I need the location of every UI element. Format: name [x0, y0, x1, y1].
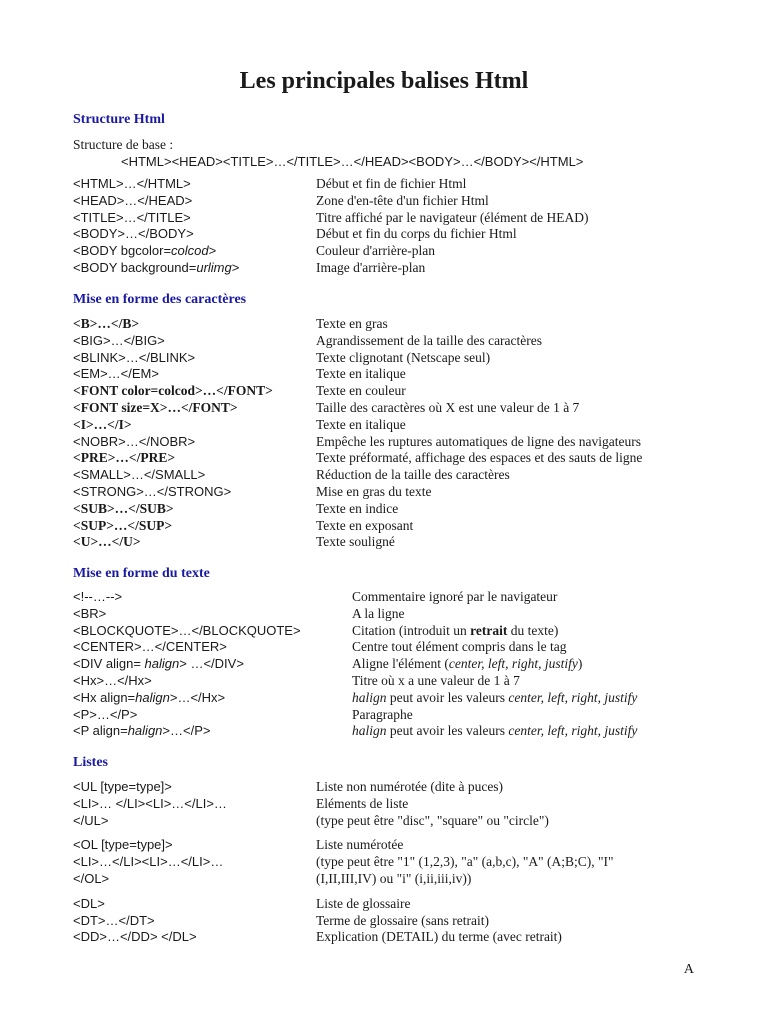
tag-italic: halign [127, 723, 163, 739]
desc-italic: center, left, right, justify [448, 656, 578, 672]
desc-part: Aligne l'élément ( [352, 656, 449, 672]
desc-part: du texte) [507, 622, 559, 638]
desc-cell: Liste numérotée [316, 837, 404, 853]
tag-cell: <CENTER>…</CENTER> [73, 639, 227, 655]
tag-italic: urlimg [196, 259, 232, 275]
tag-cell: <FONT color=colcod>…</FONT> [73, 383, 273, 399]
desc-cell: Centre tout élément compris dans le tag [352, 639, 567, 655]
desc-cell: Texte en couleur [316, 383, 406, 399]
tag-cell: </OL> [73, 870, 110, 886]
tag-cell: <BLINK>…</BLINK> [73, 349, 196, 365]
tag-part: >…</Hx> [169, 689, 226, 705]
desc-cell: Réduction de la taille des caractères [316, 467, 510, 483]
desc-cell [352, 723, 637, 740]
tag-cell: <SUP>…</SUP> [73, 517, 173, 533]
desc-italic: halign [352, 723, 387, 739]
tag-cell: <BR> [73, 605, 107, 621]
tag-cell [73, 243, 216, 260]
tag-cell: <I>…</I> [73, 416, 132, 432]
desc-cell: Paragraphe [352, 706, 413, 722]
tag-part: <DIV align= [73, 656, 145, 672]
tag-italic: colcod [171, 243, 209, 259]
desc-cell: Liste de glossaire [316, 895, 411, 911]
desc-cell: Commentaire ignoré par le navigateur [352, 589, 558, 604]
tag-cell: <P>…</P> [73, 706, 138, 722]
tag-cell: <SUB>…</SUB> [73, 500, 174, 516]
tag-cell: <BIG>…</BIG> [73, 332, 165, 348]
page-footer-letter: A [683, 962, 694, 977]
desc-cell: Texte en italique [316, 366, 406, 382]
desc-cell: Texte clignotant (Netscape seul) [316, 349, 491, 365]
tag-part: >…</P> [162, 723, 211, 739]
tag-cell: <PRE>…</PRE> [73, 450, 176, 466]
desc-cell: Eléments de liste [316, 795, 409, 811]
section-heading-characters: Mise en forme des caractères [73, 292, 247, 307]
desc-cell: (type peut être "1" (1,2,3), "a" (a,b,c), "A" (A;B;C), "I" [316, 854, 614, 870]
intro-code: <HTML><HEAD><TITLE>…</TITLE>…</HEAD><BODY>…</BODY></HTML> [121, 154, 584, 169]
desc-cell [352, 690, 637, 707]
tag-italic: halign [144, 656, 180, 672]
tag-part: <BODY background= [73, 259, 197, 275]
tag-italic: halign [135, 689, 170, 705]
tag-cell: <STRONG>…</STRONG> [73, 483, 232, 499]
desc-cell: Texte préformaté, affichage des espaces et des sauts de ligne [316, 450, 643, 466]
tag-cell: <OL [type=type]> [73, 837, 173, 853]
tag-cell: <BODY>…</BODY> [73, 226, 194, 242]
tag-cell: <LI>…</LI><LI>…</LI>… [73, 854, 224, 870]
intro-label: Structure de base : [73, 137, 174, 152]
tag-cell: <HTML>…</HTML> [73, 176, 191, 191]
intro-block [73, 136, 583, 170]
tag-cell: <HEAD>…</HEAD> [73, 192, 193, 208]
tag-part: <BODY bgcolor= [73, 243, 172, 259]
tag-cell: <!--…--> [73, 589, 123, 604]
desc-cell: Mise en gras du texte [316, 483, 432, 499]
tag-cell: <Hx>…</Hx> [73, 672, 152, 688]
desc-italic: center, left, right, justify [508, 723, 638, 739]
tag-cell: <FONT size=X>…</FONT> [73, 399, 238, 415]
tag-cell: <SMALL>…</SMALL> [73, 467, 206, 483]
desc-part: Citation (introduit un [352, 622, 471, 638]
desc-cell: Texte en gras [316, 316, 388, 331]
tag-part: > [231, 259, 240, 275]
tag-cell: <B>…</B> [73, 316, 140, 331]
section-heading-lists: Listes [73, 755, 108, 770]
tag-cell: <LI>… </LI><LI>…</LI>… [73, 795, 227, 811]
desc-part: peut avoir les valeurs [386, 689, 509, 705]
desc-cell: A la ligne [352, 605, 405, 621]
page-title: Les principales balises Html [239, 68, 529, 94]
desc-cell: Image d'arrière-plan [316, 259, 426, 275]
section-heading-structure: Structure Html [73, 112, 165, 127]
tag-cell: <DT>…</DT> [73, 912, 155, 928]
tag-cell: <DL> [73, 895, 105, 911]
tag-cell [73, 656, 244, 673]
desc-cell: Texte souligné [316, 534, 395, 550]
tag-cell: <U>…</U> [73, 534, 141, 550]
desc-cell: Zone d'en-tête d'un fichier Html [316, 192, 489, 208]
tag-cell: <TITLE>…</TITLE> [73, 209, 191, 225]
tag-part: > …</DIV> [179, 656, 244, 672]
tag-cell: <NOBR>…</NOBR> [73, 433, 196, 449]
desc-cell: Titre affiché par le navigateur (élément de HEAD) [316, 209, 589, 225]
desc-cell: Début et fin du corps du fichier Html [316, 226, 517, 242]
desc-cell [352, 623, 558, 640]
desc-cell: Début et fin de fichier Html [316, 176, 467, 191]
tag-cell [73, 723, 210, 740]
tag-cell: <EM>…</EM> [73, 366, 159, 382]
desc-part: ) [577, 656, 583, 672]
tag-part: <Hx align= [73, 689, 136, 705]
desc-cell: (type peut être "disc", "square" ou "circle") [316, 812, 549, 828]
desc-cell: Terme de glossaire (sans retrait) [316, 912, 489, 928]
desc-cell: Titre où x a une valeur de 1 à 7 [352, 672, 520, 688]
desc-cell: Texte en indice [316, 500, 399, 516]
tag-cell: <DD>…</DD> </DL> [73, 929, 197, 945]
desc-cell: Agrandissement de la taille des caractères [316, 332, 543, 348]
desc-cell: Texte en exposant [316, 517, 414, 533]
tag-part: <P align= [73, 723, 128, 739]
tag-cell: <UL [type=type]> [73, 779, 172, 794]
tag-cell [73, 260, 239, 277]
desc-cell: Texte en italique [316, 416, 406, 432]
desc-part: peut avoir les valeurs [386, 723, 509, 739]
desc-cell [352, 656, 582, 673]
desc-cell: Couleur d'arrière-plan [316, 243, 436, 259]
desc-cell: Explication (DETAIL) du terme (avec retrait) [316, 929, 562, 945]
section-heading-text: Mise en forme du texte [73, 566, 210, 581]
desc-italic: halign [352, 689, 387, 705]
desc-cell: Liste non numérotée (dite à puces) [316, 779, 504, 794]
tag-cell [73, 690, 225, 707]
desc-bold: retrait [470, 622, 508, 638]
tag-cell: <BLOCKQUOTE>…</BLOCKQUOTE> [73, 622, 301, 638]
tag-part: > [208, 243, 217, 259]
desc-italic: center, left, right, justify [508, 689, 638, 705]
desc-cell: Taille des caractères où X est une valeur de 1 à 7 [316, 399, 580, 415]
tag-cell: </UL> [73, 812, 109, 828]
desc-cell: Empêche les ruptures automatiques de ligne des navigateurs [316, 433, 642, 449]
desc-cell: (I,II,III,IV) ou "i" (i,ii,iii,iv)) [316, 870, 472, 886]
